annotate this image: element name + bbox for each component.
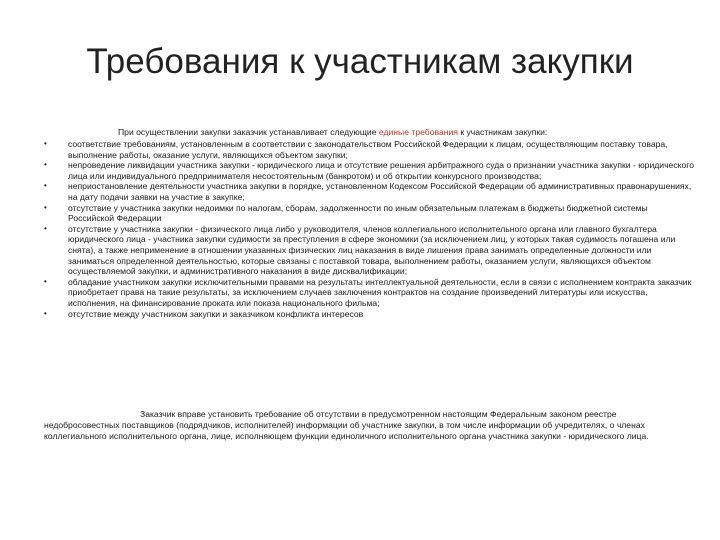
list-item-text: непроведение ликвидации участника закупки - юридического лица и отсутствие решения арбитражного суда о признании участника закупки - юридического лица или индивидуального предпринимателя несостоятельным (банкротом) и об открытии конкурсного производства;: [68, 160, 694, 181]
list-item-text: обладание участником закупки исключительными правами на результаты интеллектуальной деятельности, если в связи с исполнением контракта заказчик приобретает права на такие результаты, за исключением случаев заключения контрактов на создание произведений литературы или искусства, исполнения, на финансирование проката или показа национального фильма;: [68, 276, 692, 308]
bullet-icon: •: [44, 181, 47, 191]
intro-text-after: к участникам закупки:: [457, 127, 548, 137]
intro-paragraph: [118, 127, 688, 138]
list-item-text: соответствие требованиям, установленным в соответствии с законодательством Российской Федерации к лицам, осуществляющим поставку товара, выполнение работы, оказание услуги, являющихся объектом закупки;: [68, 139, 668, 160]
bullet-icon: •: [44, 223, 47, 233]
intro-highlight: единые требования: [378, 127, 458, 137]
bullet-icon: •: [44, 308, 47, 318]
list-item: [44, 203, 694, 224]
list-item-text: неприостановление деятельности участника закупки в порядке, установленном Кодексом Российской Федерации об административных правонарушениях, на дату подачи заявки на участие в закупке;: [68, 181, 692, 202]
list-item: [44, 160, 694, 181]
intro-text-before: При осуществлении закупки заказчик устанавливает следующие: [118, 127, 379, 137]
list-item: [44, 181, 694, 202]
requirements-list: [44, 139, 694, 319]
list-item-text: отсутствие у участника закупки недоимки по налогам, сборам, задолженности по иным обязательным платежам в бюджеты бюджетной системы Российской Федерации: [68, 202, 648, 224]
bullet-icon: •: [44, 202, 47, 212]
list-item: [44, 224, 694, 277]
bullet-icon: •: [44, 139, 47, 148]
list-item-text: отсутствие у участника закупки - физического лица либо у руководителя, членов коллегиального исполнительного органа или главного бухгалтера юридического лица - участника закупки судимости за преступления в сфере экономики (за исключением лиц, у которых такая судимость погашена или снята), а также неприменение в отношении указанных физических лиц наказания в виде лишения права занимать определенные должности или заниматься определенной деятельностью, которые связаны с поставкой товара, выполнением работы, оказанием услуги, являющихся объектом осуществляемой закупки, и административного наказания в виде дисквалификации;: [68, 223, 676, 277]
list-item: [44, 139, 694, 160]
list-item: [44, 277, 694, 309]
footer-paragraph: Заказчик вправе установить требование об отсутствии в предусмотренном настоящим Федеральным законом реестре недобросовестных поставщиков (подрядчиков, исполнителей) информации об участнике закупки, в том числе информации об учредителях, о членах коллегиального исполнительного органа, лице, исполняющем функции единоличного исполнительного органа участника закупки - юридического лица.: [44, 409, 649, 441]
slide-title: Требования к участникам закупки: [86, 42, 634, 81]
bullet-icon: •: [44, 160, 47, 170]
list-item: [44, 309, 694, 320]
list-item-text: отсутствие между участником закупки и заказчиком конфликта интересов: [68, 308, 364, 319]
bullet-icon: •: [44, 276, 47, 286]
